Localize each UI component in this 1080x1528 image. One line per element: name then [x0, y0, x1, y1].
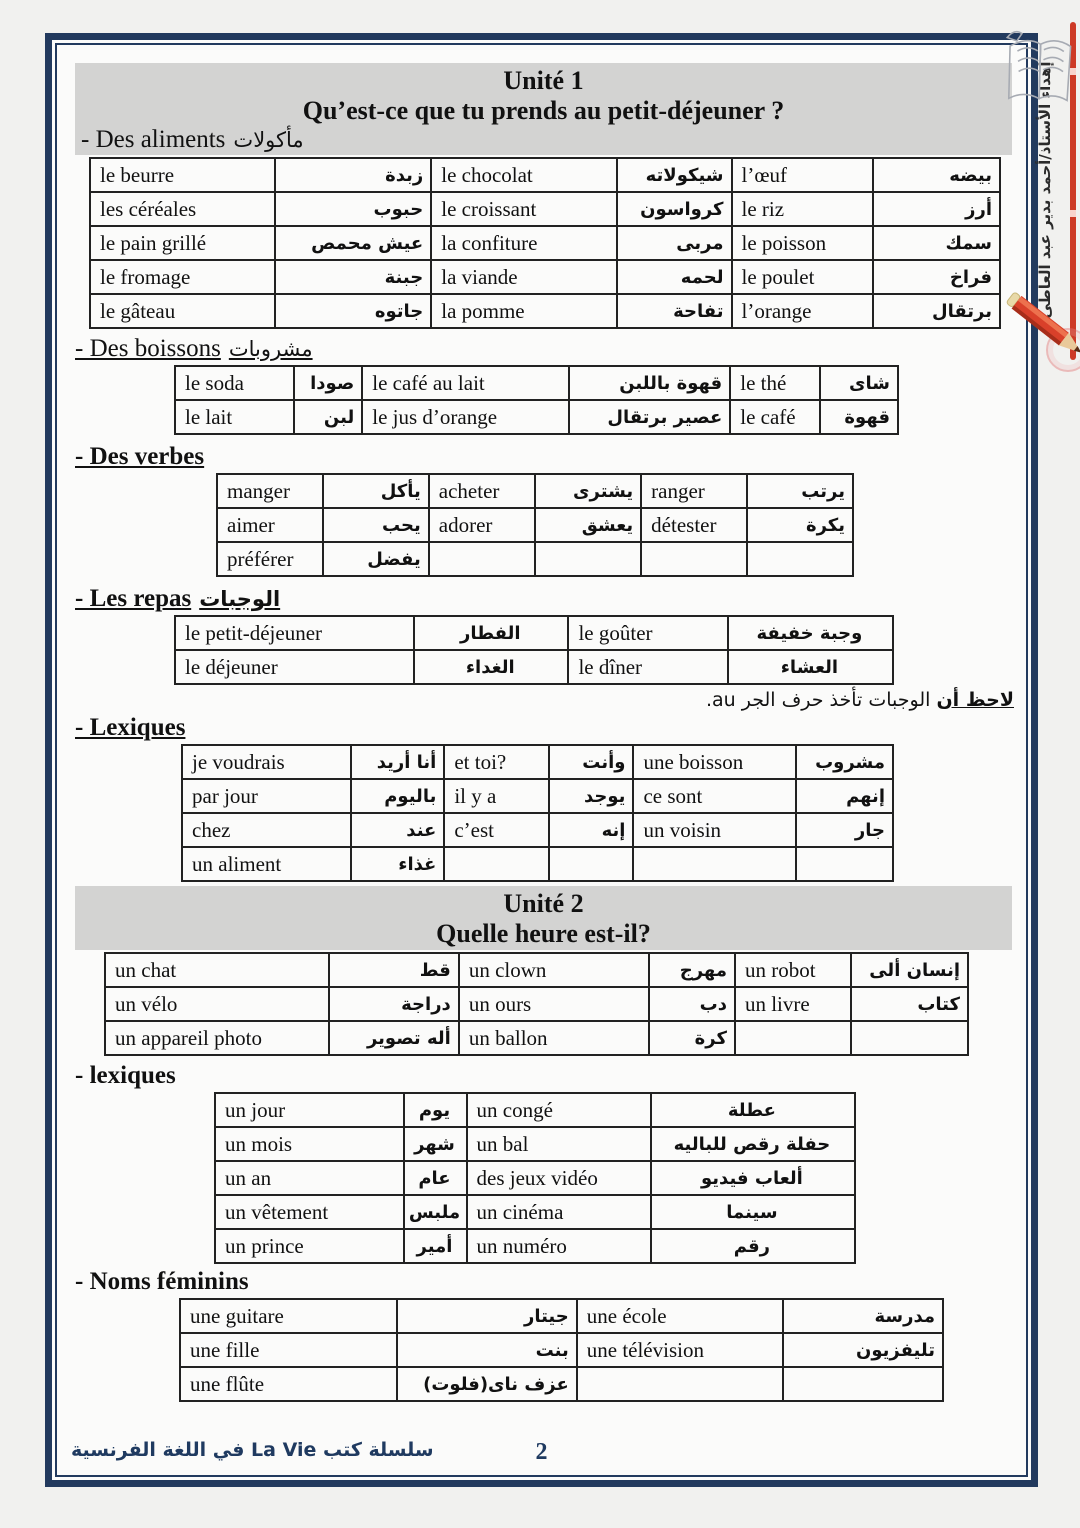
french-cell: le gâteau — [90, 294, 275, 328]
table-row — [217, 542, 853, 576]
arabic-cell: أنا أريد — [351, 745, 444, 779]
unit1-header-band — [75, 63, 1012, 155]
table-row — [105, 1021, 968, 1055]
arabic-cell: جاتوه — [275, 294, 432, 328]
table-row — [217, 508, 853, 542]
table-row — [90, 260, 1000, 294]
french-cell: l’orange — [732, 294, 874, 328]
arabic-cell: سينما — [651, 1195, 855, 1229]
arabic-cell: كرواسون — [617, 192, 732, 226]
french-cell: le déjeuner — [175, 650, 414, 684]
arabic-cell: إنسان ألى — [851, 953, 968, 987]
table-row — [90, 294, 1000, 328]
french-cell: un mois — [215, 1127, 404, 1161]
arabic-cell: العشاء — [728, 650, 893, 684]
arabic-cell: يكرة — [747, 508, 853, 542]
arabic-cell: يأكل — [323, 474, 429, 508]
table-row — [215, 1093, 855, 1127]
french-cell: acheter — [429, 474, 535, 508]
french-cell: le petit-déjeuner — [175, 616, 414, 650]
french-cell: un cinéma — [467, 1195, 651, 1229]
arabic-cell: غذاء — [351, 847, 444, 881]
arabic-cell: كرة — [649, 1021, 735, 1055]
french-cell: un aliment — [182, 847, 351, 881]
arabic-cell: حبوب — [275, 192, 432, 226]
french-cell: manger — [217, 474, 323, 508]
arabic-cell: يشترى — [535, 474, 641, 508]
table-row — [175, 616, 893, 650]
arabic-cell: باليوم — [351, 779, 444, 813]
aliments-table — [89, 157, 1001, 329]
arabic-cell: تليفزيون — [783, 1333, 943, 1367]
arabic-cell: فراخ — [873, 260, 1000, 294]
french-cell: l’œuf — [732, 158, 874, 192]
arabic-cell: عصير برتقال — [569, 400, 730, 434]
french-cell: la confiture — [431, 226, 617, 260]
french-cell: les céréales — [90, 192, 275, 226]
table-row — [182, 813, 893, 847]
arabic-cell — [747, 542, 853, 576]
french-cell: un appareil photo — [105, 1021, 329, 1055]
french-cell: le croissant — [431, 192, 617, 226]
table-row — [175, 650, 893, 684]
french-cell: une flûte — [180, 1367, 397, 1401]
arabic-cell: عام — [404, 1161, 466, 1195]
french-cell: une boisson — [633, 745, 796, 779]
arabic-cell: دراجة — [329, 987, 458, 1021]
arabic-cell: يعشق — [535, 508, 641, 542]
dedication-text: إهداء الأستاذ/أحمد بدير عبد العاطى — [1036, 61, 1054, 319]
french-cell: préférer — [217, 542, 323, 576]
section-heading-boissons: - Des boissons مشروبات — [75, 335, 313, 362]
document-page — [45, 33, 1038, 1487]
arabic-cell: قهوة باللبن — [569, 366, 730, 400]
table-row — [217, 474, 853, 508]
arabic-cell: لبن — [294, 400, 362, 434]
arabic-cell — [783, 1367, 943, 1401]
section-heading-lexiques1: - Lexiques — [75, 714, 186, 741]
arabic-cell: سمك — [873, 226, 1000, 260]
french-cell: détester — [641, 508, 747, 542]
french-cell: ce sont — [633, 779, 796, 813]
french-cell: un an — [215, 1161, 404, 1195]
table-row — [175, 366, 898, 400]
arabic-cell: عطلة — [651, 1093, 855, 1127]
french-cell: le café — [730, 400, 820, 434]
french-cell: et toi? — [444, 745, 549, 779]
arabic-cell: بيضه — [873, 158, 1000, 192]
french-cell: le riz — [732, 192, 874, 226]
french-cell: un chat — [105, 953, 329, 987]
arabic-cell: زبدة — [275, 158, 432, 192]
arabic-cell: شهر — [404, 1127, 466, 1161]
arabic-cell: حفلة رقص للباليه — [651, 1127, 855, 1161]
table-row — [175, 400, 898, 434]
arabic-cell: مهرج — [649, 953, 735, 987]
section-heading-lexiques2: - lexiques — [75, 1062, 176, 1089]
table-row — [182, 779, 893, 813]
arabic-cell: مدرسة — [783, 1299, 943, 1333]
french-cell: chez — [182, 813, 351, 847]
arabic-cell: الفطار — [414, 616, 568, 650]
french-cell: le dîner — [568, 650, 727, 684]
lexiques2-table — [214, 1092, 856, 1264]
french-cell: un clown — [459, 953, 649, 987]
french-cell — [735, 1021, 852, 1055]
french-cell: la viande — [431, 260, 617, 294]
unit2-subtitle: Quelle heure est-il? — [436, 919, 651, 948]
table-row — [180, 1367, 943, 1401]
french-cell: aimer — [217, 508, 323, 542]
arabic-cell: ملبس — [404, 1195, 466, 1229]
arabic-cell: عزف ناى(فلوت) — [397, 1367, 576, 1401]
arabic-cell: بنت — [397, 1333, 576, 1367]
french-cell: la pomme — [431, 294, 617, 328]
arabic-cell: قط — [329, 953, 458, 987]
table-row — [90, 226, 1000, 260]
boissons-table — [174, 365, 899, 435]
french-cell: adorer — [429, 508, 535, 542]
arabic-cell — [549, 847, 634, 881]
french-cell: un prince — [215, 1229, 404, 1263]
page-footer — [57, 1439, 1026, 1469]
french-cell: le thé — [730, 366, 820, 400]
french-cell: un numéro — [467, 1229, 651, 1263]
french-cell: une fille — [180, 1333, 397, 1367]
french-cell: le soda — [175, 366, 294, 400]
arabic-cell: برتقال — [873, 294, 1000, 328]
unit2-title: Unité 2 — [503, 889, 584, 918]
arabic-cell: إنهم — [796, 779, 893, 813]
footer-series-title: سلسلة كتب La Vie في اللغة الفرنسية — [71, 1439, 434, 1461]
arabic-cell: مشروب — [796, 745, 893, 779]
french-cell: le café au lait — [362, 366, 569, 400]
french-cell: le beurre — [90, 158, 275, 192]
french-cell: des jeux vidéo — [467, 1161, 651, 1195]
arabic-cell: كتاب — [851, 987, 968, 1021]
french-cell: le goûter — [568, 616, 727, 650]
table-row — [182, 847, 893, 881]
arabic-cell: تفاحة — [617, 294, 732, 328]
arabic-cell: إنه — [549, 813, 634, 847]
french-cell: le poisson — [732, 226, 874, 260]
arabic-cell — [851, 1021, 968, 1055]
french-cell: une télévision — [577, 1333, 783, 1367]
table-row — [215, 1229, 855, 1263]
french-cell: un livre — [735, 987, 852, 1021]
french-cell — [633, 847, 796, 881]
french-cell: un vêtement — [215, 1195, 404, 1229]
arabic-cell: الغداء — [414, 650, 568, 684]
table-row — [90, 192, 1000, 226]
arabic-cell: شيكولاته — [617, 158, 732, 192]
table-row — [215, 1195, 855, 1229]
arabic-cell: دب — [649, 987, 735, 1021]
arabic-cell: يفضل — [323, 542, 429, 576]
french-cell: c’est — [444, 813, 549, 847]
table-row — [90, 158, 1000, 192]
french-cell: un bal — [467, 1127, 651, 1161]
arabic-cell: شاى — [820, 366, 898, 400]
table-row — [215, 1127, 855, 1161]
table-row — [180, 1333, 943, 1367]
arabic-cell: أرز — [873, 192, 1000, 226]
unit1-title: Unité 1 — [503, 66, 584, 95]
french-cell — [444, 847, 549, 881]
note-au: لاحظ أن الوجبات تأخذ حرف الجر au. — [705, 689, 1014, 711]
french-cell: un vélo — [105, 987, 329, 1021]
french-cell: un ours — [459, 987, 649, 1021]
french-cell: le pain grillé — [90, 226, 275, 260]
arabic-cell: عند — [351, 813, 444, 847]
arabic-cell: أله تصوير — [329, 1021, 458, 1055]
arabic-cell — [535, 542, 641, 576]
table-row — [215, 1161, 855, 1195]
arabic-cell: جبنة — [275, 260, 432, 294]
french-cell: le chocolat — [431, 158, 617, 192]
arabic-cell: يحب — [323, 508, 429, 542]
noms-feminins-table — [179, 1298, 944, 1402]
french-cell: il y a — [444, 779, 549, 813]
arabic-cell: جيتار — [397, 1299, 576, 1333]
french-cell: une guitare — [180, 1299, 397, 1333]
section-heading-noms-feminins: - Noms féminins — [75, 1268, 249, 1295]
french-cell: par jour — [182, 779, 351, 813]
arabic-cell: جار — [796, 813, 893, 847]
french-cell — [577, 1367, 783, 1401]
arabic-cell: ألعاب فيديو — [651, 1161, 855, 1195]
arabic-cell — [796, 847, 893, 881]
unit1-subtitle: Qu’est-ce que tu prends au petit-déjeuner ? — [302, 96, 785, 125]
arabic-cell: صودا — [294, 366, 362, 400]
footer-page-number: 2 — [535, 1439, 548, 1465]
open-book-sketch-icon — [993, 20, 1080, 125]
arabic-cell: مربى — [617, 226, 732, 260]
arabic-cell: وجبة خفيفة — [728, 616, 893, 650]
french-cell: je voudrais — [182, 745, 351, 779]
arabic-cell: يرتب — [747, 474, 853, 508]
section-heading-aliments: - Des aliments مأكولات — [81, 126, 304, 153]
lexiques1-table — [181, 744, 894, 882]
arabic-cell: رقم — [651, 1229, 855, 1263]
table-row — [105, 987, 968, 1021]
french-cell: un voisin — [633, 813, 796, 847]
french-cell: un jour — [215, 1093, 404, 1127]
french-cell — [641, 542, 747, 576]
arabic-cell: قهوة — [820, 400, 898, 434]
table-row — [180, 1299, 943, 1333]
french-cell: un robot — [735, 953, 852, 987]
arabic-cell: أمير — [404, 1229, 466, 1263]
page-inner-frame — [55, 43, 1028, 1477]
unit2-objects-table — [104, 952, 969, 1056]
french-cell: le fromage — [90, 260, 275, 294]
arabic-cell: وأنت — [549, 745, 634, 779]
french-cell: le jus d’orange — [362, 400, 569, 434]
repas-table — [174, 615, 894, 685]
section-heading-repas: - Les repas الوجبات — [75, 585, 281, 612]
french-cell: ranger — [641, 474, 747, 508]
table-row — [182, 745, 893, 779]
arabic-cell: يوجد — [549, 779, 634, 813]
unit2-header-band — [75, 886, 1012, 950]
verbes-table — [216, 473, 854, 577]
french-cell: une école — [577, 1299, 783, 1333]
french-cell: un congé — [467, 1093, 651, 1127]
arabic-cell: لحمه — [617, 260, 732, 294]
table-row — [105, 953, 968, 987]
french-cell: le poulet — [732, 260, 874, 294]
arabic-cell: عيش محمص — [275, 226, 432, 260]
section-heading-verbes: - Des verbes — [75, 443, 205, 470]
french-cell — [429, 542, 535, 576]
french-cell: un ballon — [459, 1021, 649, 1055]
french-cell: le lait — [175, 400, 294, 434]
arabic-cell: يوم — [404, 1093, 466, 1127]
